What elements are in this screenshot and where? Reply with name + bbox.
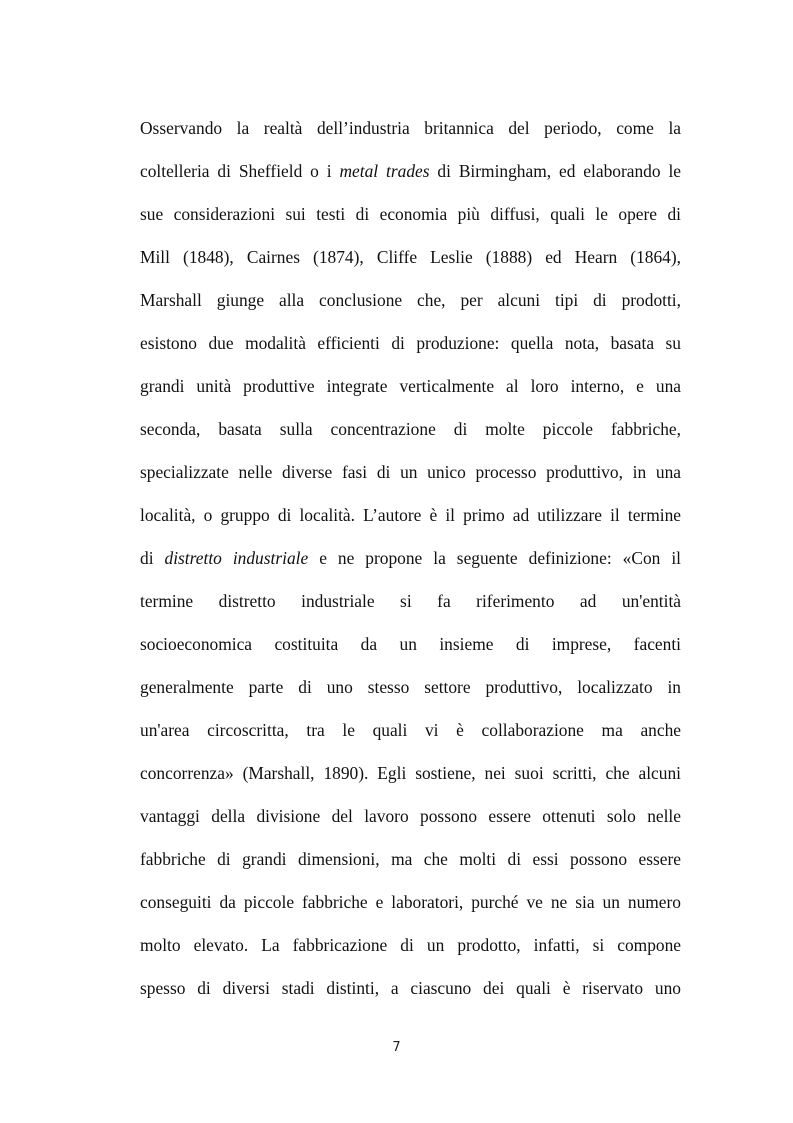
text-line [140,580,681,623]
text-segment: seconda, basata sulla concentrazione di molte piccole fabbriche, [140,419,681,439]
text-segment: spesso di diversi stadi distinti, a ciascuno dei quali è riservato uno [140,978,681,998]
text-segment: sue considerazioni sui testi di economia più diffusi, quali le opere di [140,204,681,224]
text-segment: di Birmingham, ed elaborando le [429,161,681,181]
text-segment: Osservando la realtà dell’industria britannica del periodo, come la [140,118,681,138]
text-segment: molto elevato. La fabbricazione di un prodotto, infatti, si compone [140,935,681,955]
text-segment: socioeconomica costituita da un insieme di imprese, facenti [140,634,681,654]
text-segment: e ne propone la seguente definizione: «Con il [308,548,681,568]
text-line [140,838,681,881]
text-segment: coltelleria di Sheffield o i [140,161,340,181]
text-line [140,107,681,150]
text-segment: specializzate nelle diverse fasi di un unico processo produttivo, in una [140,462,681,482]
italic-text-segment: metal trades [339,161,430,181]
text-segment: esistono due modalità efficienti di produzione: quella nota, basata su [140,333,681,353]
text-line [140,709,681,752]
text-line [140,365,681,408]
text-line [140,795,681,838]
text-line [140,967,681,1010]
italic-text-segment: distretto industriale [164,548,309,568]
text-segment: conseguiti da piccole fabbriche e laboratori, purché ve ne sia un numero [140,892,681,912]
page-number: 7 [392,1040,401,1055]
text-line [140,623,681,666]
text-line [140,752,681,795]
text-line [140,193,681,236]
text-segment: generalmente parte di uno stesso settore produttivo, localizzato in [140,677,681,697]
text-line [140,322,681,365]
text-line [140,451,681,494]
text-segment: Mill (1848), Cairnes (1874), Cliffe Leslie (1888) ed Hearn (1864), [140,247,681,267]
text-line [140,408,681,451]
text-segment: fabbriche di grandi dimensioni, ma che molti di essi possono essere [140,849,681,869]
text-line [140,666,681,709]
text-line [140,494,681,537]
text-line [140,537,681,580]
text-segment: un'area circoscritta, tra le quali vi è collaborazione ma anche [140,720,681,740]
text-segment: termine distretto industriale si fa riferimento ad un'entità [140,591,681,611]
text-line [140,236,681,279]
text-segment: di [140,548,165,568]
text-line [140,150,681,193]
text-segment: località, o gruppo di località. L’autore è il primo ad utilizzare il termine [140,505,681,525]
text-line [140,881,681,924]
text-segment: concorrenza» (Marshall, 1890). Egli sostiene, nei suoi scritti, che alcuni [140,763,681,783]
text-segment: grandi unità produttive integrate verticalmente al loro interno, e una [140,376,681,396]
body-paragraph [140,107,681,1010]
text-segment: vantaggi della divisione del lavoro possono essere ottenuti solo nelle [140,806,681,826]
text-segment: Marshall giunge alla conclusione che, per alcuni tipi di prodotti, [140,290,681,310]
text-line [140,924,681,967]
text-line [140,279,681,322]
